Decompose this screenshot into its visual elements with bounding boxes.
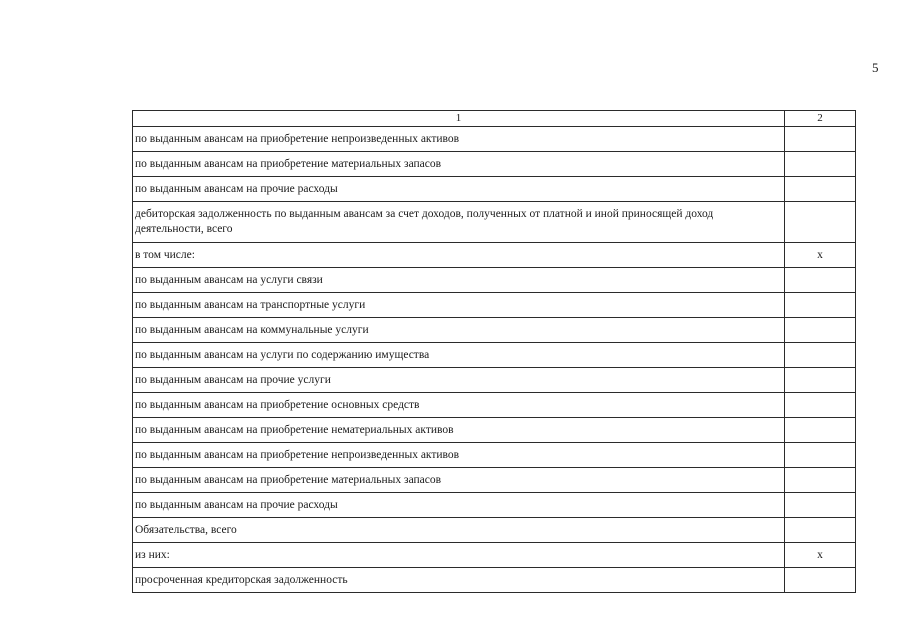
row-label: по выданным авансам на приобретение материальных запасов bbox=[133, 468, 785, 493]
row-value bbox=[785, 393, 856, 418]
row-value: х bbox=[785, 543, 856, 568]
row-label: в том числе: bbox=[133, 243, 785, 268]
table-row bbox=[133, 243, 856, 268]
table-row bbox=[133, 293, 856, 318]
row-value bbox=[785, 418, 856, 443]
row-label: по выданным авансам на приобретение непроизведенных активов bbox=[133, 127, 785, 152]
row-label: Обязательства, всего bbox=[133, 518, 785, 543]
table-row bbox=[133, 443, 856, 468]
row-value bbox=[785, 293, 856, 318]
row-value bbox=[785, 268, 856, 293]
table-row bbox=[133, 152, 856, 177]
row-value bbox=[785, 343, 856, 368]
row-label: из них: bbox=[133, 543, 785, 568]
row-label: по выданным авансам на прочие расходы bbox=[133, 177, 785, 202]
table-row bbox=[133, 418, 856, 443]
row-label: просроченная кредиторская задолженность bbox=[133, 568, 785, 593]
table-row bbox=[133, 368, 856, 393]
row-value bbox=[785, 518, 856, 543]
row-label: по выданным авансам на транспортные услуги bbox=[133, 293, 785, 318]
row-label: по выданным авансам на коммунальные услуги bbox=[133, 318, 785, 343]
table-row bbox=[133, 202, 856, 243]
report-table bbox=[132, 110, 856, 593]
row-label: по выданным авансам на прочие расходы bbox=[133, 493, 785, 518]
row-value bbox=[785, 493, 856, 518]
row-value bbox=[785, 368, 856, 393]
table-row bbox=[133, 177, 856, 202]
row-value bbox=[785, 318, 856, 343]
row-value bbox=[785, 177, 856, 202]
row-label: по выданным авансам на услуги по содержанию имущества bbox=[133, 343, 785, 368]
row-label: дебиторская задолженность по выданным авансам за счет доходов, полученных от платной и иной приносящей доход деятельности, всего bbox=[133, 202, 785, 243]
table-row bbox=[133, 543, 856, 568]
column-header-2: 2 bbox=[785, 111, 856, 127]
row-value bbox=[785, 443, 856, 468]
table-row bbox=[133, 568, 856, 593]
table-row bbox=[133, 127, 856, 152]
row-label: по выданным авансам на прочие услуги bbox=[133, 368, 785, 393]
table-row bbox=[133, 268, 856, 293]
table-header-row bbox=[133, 111, 856, 127]
row-value bbox=[785, 202, 856, 243]
row-label: по выданным авансам на приобретение материальных запасов bbox=[133, 152, 785, 177]
row-label: по выданным авансам на приобретение непроизведенных активов bbox=[133, 443, 785, 468]
row-value bbox=[785, 127, 856, 152]
row-value bbox=[785, 568, 856, 593]
row-label: по выданным авансам на приобретение основных средств bbox=[133, 393, 785, 418]
table-row bbox=[133, 468, 856, 493]
row-label: по выданным авансам на приобретение нематериальных активов bbox=[133, 418, 785, 443]
table-row bbox=[133, 318, 856, 343]
row-value: х bbox=[785, 243, 856, 268]
column-header-1: 1 bbox=[133, 111, 785, 127]
table-row bbox=[133, 343, 856, 368]
page-number: 5 bbox=[872, 60, 879, 75]
table-row bbox=[133, 493, 856, 518]
row-value bbox=[785, 468, 856, 493]
row-value bbox=[785, 152, 856, 177]
table-row bbox=[133, 393, 856, 418]
table-row bbox=[133, 518, 856, 543]
row-label: по выданным авансам на услуги связи bbox=[133, 268, 785, 293]
